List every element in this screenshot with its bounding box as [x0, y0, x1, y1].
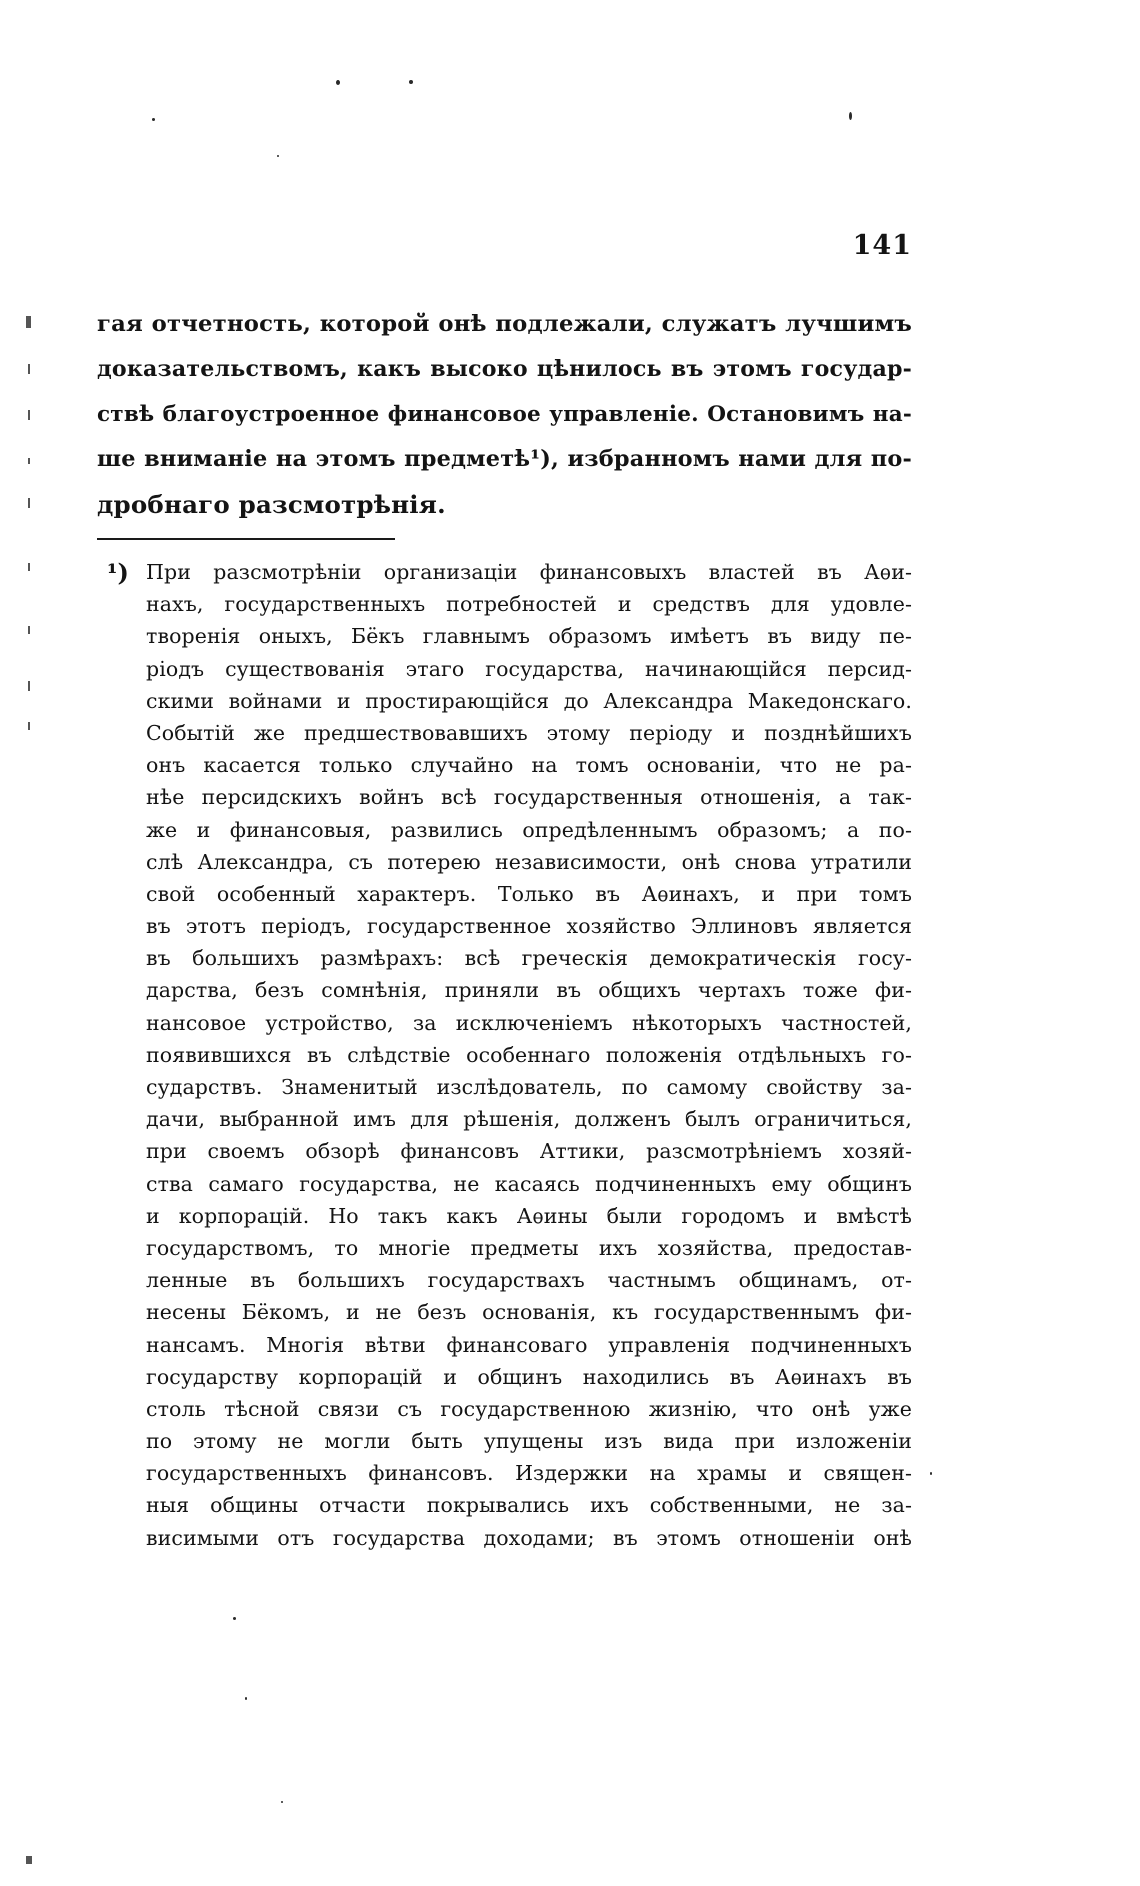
scan-speck	[336, 80, 340, 85]
scan-speck	[930, 1472, 932, 1475]
footnote-line: въ этотъ періодъ, государственное хозяйство Эллиновъ является	[146, 914, 912, 939]
main-text-line: гая отчетность, которой онѣ подлежали, служатъ лучшимъ	[97, 311, 912, 337]
footnote-line: свой особенный характеръ. Только въ Аѳинахъ, и при томъ	[146, 881, 912, 906]
margin-mark	[28, 626, 30, 634]
margin-mark	[28, 364, 30, 374]
footnote-line: при своемъ обзорѣ финансовъ Аттики, разсмотрѣніемъ хозяй-	[146, 1139, 912, 1164]
footnote-line: ріодъ существованія этаго государства, начинающійся персид-	[146, 656, 912, 681]
margin-mark	[28, 563, 30, 571]
scan-speck	[277, 155, 279, 157]
footnote-line: ныя общины отчасти покрывались ихъ собственными, не за-	[146, 1493, 912, 1518]
margin-mark	[28, 722, 30, 730]
footnote-line: въ большихъ размѣрахъ: всѣ греческія демократическія госу-	[146, 946, 912, 971]
page-number: 141	[852, 230, 912, 261]
footnote-line: государствомъ, то многіе предметы ихъ хозяйства, предостав-	[146, 1235, 912, 1260]
footnote-line: нансовое устройство, за исключеніемъ нѣкоторыхъ частностей,	[146, 1010, 912, 1035]
footnote-line: сударствъ. Знаменитый изслѣдователь, по самому свойству за-	[146, 1075, 912, 1099]
footnote-line: скими войнами и простирающійся до Александра Македонскаго.	[146, 688, 912, 713]
scan-speck	[233, 1617, 236, 1620]
main-paragraph	[97, 302, 912, 527]
main-text-line: дробнаго разсмотрѣнія.	[97, 490, 446, 519]
footnote-line: ленные въ большихъ государствахъ частнымъ общинамъ, от-	[146, 1268, 912, 1293]
scan-speck	[409, 80, 413, 84]
footnote-separator	[97, 538, 395, 540]
margin-mark	[28, 498, 30, 508]
footnote-line: государственныхъ финансовъ. Издержки на храмы и священ-	[146, 1461, 912, 1486]
scan-speck	[849, 112, 852, 120]
footnote-paragraph	[146, 556, 912, 1554]
scan-speck	[281, 1801, 283, 1803]
footnote-line: появившихся въ слѣдствіе особеннаго положенія отдѣльныхъ го-	[146, 1042, 912, 1067]
footnote-line: нансамъ. Многія вѣтви финансоваго управленія подчиненныхъ	[146, 1332, 912, 1357]
footnote-line: Событій же предшествовавшихъ этому періоду и позднѣйшихъ	[146, 720, 912, 745]
footnote-line: и корпорацій. Но такъ какъ Аѳины были городомъ и вмѣстѣ	[146, 1203, 912, 1228]
margin-mark	[26, 316, 31, 328]
footnote-line: столь тѣсной связи съ государственною жизнію, что онѣ уже	[146, 1396, 912, 1421]
main-text-line: ствѣ благоустроенное финансовое управленіе. Остановимъ на-	[97, 402, 912, 427]
footnote-line: При разсмотрѣніи организаціи финансовыхъ властей въ Аѳи-	[146, 560, 912, 584]
footnote-line: онъ касается только случайно на томъ основаніи, что не ра-	[146, 753, 912, 778]
footnote-line: государству корпорацій и общинъ находились въ Аѳинахъ въ	[146, 1364, 912, 1389]
footnote-line: дачи, выбранной имъ для рѣшенія, долженъ былъ ограничиться,	[146, 1107, 912, 1132]
footnote-line: несены Бёкомъ, и не безъ основанія, къ государственнымъ фи-	[146, 1300, 912, 1325]
margin-mark	[26, 1856, 32, 1864]
footnote-line: ства самаго государства, не касаясь подчиненныхъ ему общинъ	[146, 1171, 912, 1196]
scan-speck	[152, 118, 155, 121]
margin-mark	[28, 681, 30, 691]
footnote-line: висимыми отъ государства доходами; въ этомъ отношеніи онѣ	[146, 1525, 912, 1550]
footnote-marker: ¹)	[107, 558, 129, 587]
footnote-line: по этому не могли быть упущены изъ вида при изложеніи	[146, 1429, 912, 1454]
footnote-line: слѣ Александра, съ потерею независимости, онѣ снова утратили	[146, 849, 912, 874]
footnote-line: нѣе персидскихъ войнъ всѣ государственныя отношенія, а так-	[146, 785, 912, 810]
footnote-line: нахъ, государственныхъ потребностей и средствъ для удовле-	[146, 592, 912, 617]
main-text-line: доказательствомъ, какъ высоко цѣнилось въ этомъ государ-	[97, 356, 912, 382]
margin-mark	[28, 410, 30, 420]
footnote-line: творенія оныхъ, Бёкъ главнымъ образомъ имѣетъ въ виду пе-	[146, 624, 912, 649]
margin-mark	[28, 458, 30, 464]
footnote-line: же и финансовыя, развились опредѣленнымъ образомъ; а по-	[146, 817, 912, 842]
footnote-line: дарства, безъ сомнѣнія, приняли въ общихъ чертахъ тоже фи-	[146, 978, 912, 1003]
scan-speck	[245, 1697, 247, 1700]
main-text-line: ше вниманіе на этомъ предметѣ¹), избранномъ нами для по-	[97, 446, 912, 472]
